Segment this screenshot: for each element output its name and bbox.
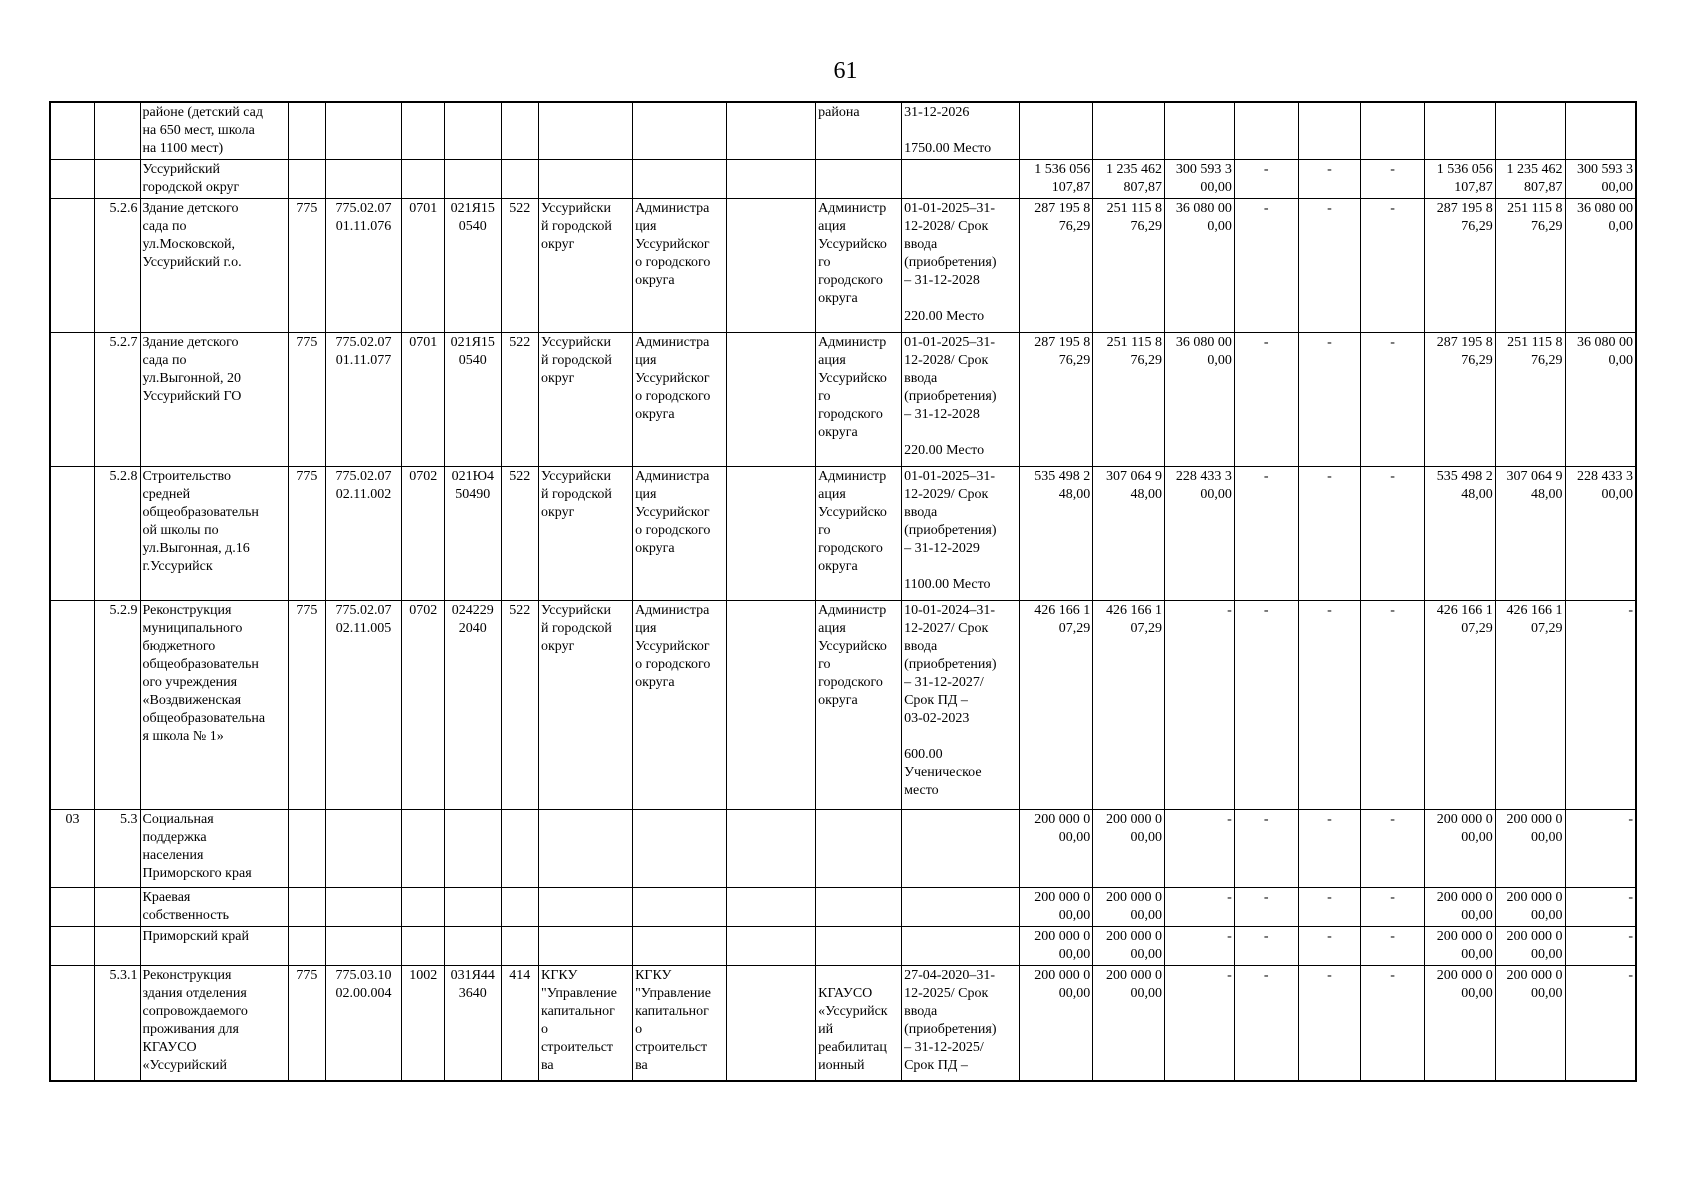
table-cell: -: [1234, 810, 1298, 888]
table-cell: [444, 888, 501, 927]
table-cell: [539, 888, 633, 927]
table-cell: [402, 888, 444, 927]
table-cell: 300 593 3 00,00: [1165, 160, 1235, 199]
table-cell: [1165, 102, 1235, 160]
table-cell: [1565, 102, 1636, 160]
table-cell: -: [1361, 927, 1425, 966]
table-cell: Здание детского сада по ул.Московской, Уссурийский г.о.: [140, 199, 289, 333]
table-cell: 200 000 0 00,00: [1093, 966, 1165, 1081]
table-cell: 228 433 3 00,00: [1565, 467, 1636, 601]
table-cell: [95, 888, 141, 927]
table-cell: Уссурийски й городской округ: [539, 601, 633, 810]
table-cell: 01-01-2025–31- 12-2028/ Срок ввода (приобретения) – 31-12-2028 220.00 Место: [902, 333, 1020, 467]
table-cell: [444, 102, 501, 160]
table-cell: -: [1565, 810, 1636, 888]
table-cell: [50, 102, 95, 160]
table-cell: 36 080 00 0,00: [1565, 333, 1636, 467]
table-cell: Администра ция Уссурийског о городского округа: [633, 333, 727, 467]
table-cell: КГКУ "Управление капитальног о строительст ва: [539, 966, 633, 1081]
table-cell: Социальная поддержка населения Приморского края: [140, 810, 289, 888]
table-cell: [50, 601, 95, 810]
table-cell: -: [1234, 333, 1298, 467]
table-cell: [402, 810, 444, 888]
table-cell: -: [1298, 601, 1361, 810]
table-cell: -: [1361, 160, 1425, 199]
table-cell: 200 000 0 00,00: [1424, 888, 1495, 927]
table-cell: 426 166 1 07,29: [1020, 601, 1093, 810]
table-cell: -: [1361, 333, 1425, 467]
table-cell: -: [1165, 601, 1235, 810]
table-cell: [727, 467, 816, 601]
table-cell: 775: [289, 601, 325, 810]
table-cell: [633, 927, 727, 966]
table-cell: 1 235 462 807,87: [1093, 160, 1165, 199]
table-cell: 0702: [402, 601, 444, 810]
table-cell: 775.02.07 02.11.002: [325, 467, 402, 601]
table-cell: [95, 160, 141, 199]
table-cell: [1361, 102, 1425, 160]
table-cell: 36 080 00 0,00: [1165, 199, 1235, 333]
table-cell: 200 000 0 00,00: [1495, 810, 1565, 888]
table-cell: [325, 888, 402, 927]
table-cell: Администр ация Уссурийско го городского округа: [816, 601, 902, 810]
table-cell: [50, 927, 95, 966]
table-cell: [539, 102, 633, 160]
table-cell: -: [1234, 966, 1298, 1081]
table-cell: 200 000 0 00,00: [1093, 927, 1165, 966]
table-cell: -: [1165, 966, 1235, 1081]
table-cell: 775: [289, 199, 325, 333]
table-cell: Уссурийски й городской округ: [539, 333, 633, 467]
table-cell: -: [1298, 199, 1361, 333]
table-cell: [95, 102, 141, 160]
table-cell: [50, 199, 95, 333]
table-cell: Администр ация Уссурийско го городского округа: [816, 333, 902, 467]
table-cell: [402, 102, 444, 160]
page-number: 61: [833, 58, 858, 84]
table-cell: 414: [501, 966, 538, 1081]
table-cell: [1424, 102, 1495, 160]
table-cell: -: [1234, 888, 1298, 927]
table-cell: [816, 927, 902, 966]
table-cell: Администра ция Уссурийског о городского округа: [633, 601, 727, 810]
table-cell: района: [816, 102, 902, 160]
table-cell: 200 000 0 00,00: [1424, 966, 1495, 1081]
table-cell: [402, 160, 444, 199]
table-row-item: [50, 199, 1636, 333]
table-cell: 200 000 0 00,00: [1495, 888, 1565, 927]
table-cell: Уссурийский городской округ: [140, 160, 289, 199]
table-cell: 200 000 0 00,00: [1424, 810, 1495, 888]
table-cell: -: [1234, 160, 1298, 199]
table-cell: [325, 160, 402, 199]
table-cell: -: [1361, 888, 1425, 927]
table-cell: 1 235 462 807,87: [1495, 160, 1565, 199]
table-cell: 031Я44 3640: [444, 966, 501, 1081]
table-cell: [289, 810, 325, 888]
table-row-item: [50, 467, 1636, 601]
table-cell: Администр ация Уссурийско го городского округа: [816, 199, 902, 333]
table-cell: 426 166 1 07,29: [1424, 601, 1495, 810]
table-cell: -: [1361, 199, 1425, 333]
table-cell: 36 080 00 0,00: [1565, 199, 1636, 333]
table-cell: [325, 102, 402, 160]
table-cell: КГКУ "Управление капитальног о строительст ва: [633, 966, 727, 1081]
table-cell: -: [1298, 927, 1361, 966]
table-cell: -: [1298, 333, 1361, 467]
table-cell: [816, 810, 902, 888]
table-cell: [902, 888, 1020, 927]
table-row-sub: [50, 888, 1636, 927]
table-cell: Уссурийски й городской округ: [539, 467, 633, 601]
table-cell: Администра ция Уссурийског о городского округа: [633, 467, 727, 601]
table-cell: 200 000 0 00,00: [1495, 927, 1565, 966]
table-cell: 228 433 3 00,00: [1165, 467, 1235, 601]
table-cell: [501, 160, 538, 199]
table-cell: -: [1234, 199, 1298, 333]
table-cell: [816, 888, 902, 927]
table-cell: [727, 160, 816, 199]
table-cell: 200 000 0 00,00: [1020, 966, 1093, 1081]
table-cell: -: [1234, 601, 1298, 810]
table-cell: Строительство средней общеобразовательн ой школы по ул.Выгонная, д.16 г.Уссурийск: [140, 467, 289, 601]
table-cell: Администра ция Уссурийског о городского округа: [633, 199, 727, 333]
table-cell: 426 166 1 07,29: [1495, 601, 1565, 810]
table-cell: -: [1565, 966, 1636, 1081]
table-cell: 0702: [402, 467, 444, 601]
table-cell: 251 115 8 76,29: [1495, 333, 1565, 467]
table-row-item: [50, 601, 1636, 810]
table-cell: -: [1298, 160, 1361, 199]
table-cell: Здание детского сада по ул.Выгонной, 20 Уссурийский ГО: [140, 333, 289, 467]
table-cell: 024229 2040: [444, 601, 501, 810]
table-cell: 775.02.07 01.11.076: [325, 199, 402, 333]
table-cell: -: [1234, 467, 1298, 601]
table-cell: 5.2.6: [95, 199, 141, 333]
table-cell: [727, 927, 816, 966]
table-cell: -: [1298, 467, 1361, 601]
table-cell: 775: [289, 333, 325, 467]
table-cell: -: [1565, 601, 1636, 810]
table-cell: [1093, 102, 1165, 160]
table-cell: -: [1298, 888, 1361, 927]
table-cell: -: [1565, 888, 1636, 927]
table-cell: [501, 888, 538, 927]
table-cell: 300 593 3 00,00: [1565, 160, 1636, 199]
table-cell: -: [1165, 810, 1235, 888]
table-cell: Уссурийски й городской округ: [539, 199, 633, 333]
table-cell: 775.02.07 01.11.077: [325, 333, 402, 467]
table-cell: [95, 927, 141, 966]
table-row-item: [50, 966, 1636, 1081]
table-cell: 200 000 0 00,00: [1020, 810, 1093, 888]
table-cell: [727, 199, 816, 333]
table-cell: 36 080 00 0,00: [1165, 333, 1235, 467]
table-cell: [1298, 102, 1361, 160]
table-cell: районе (детский сад на 650 мест, школа на 1100 мест): [140, 102, 289, 160]
table-cell: 522: [501, 333, 538, 467]
table-cell: 251 115 8 76,29: [1495, 199, 1565, 333]
table-cell: [1234, 102, 1298, 160]
table-cell: [633, 160, 727, 199]
table-cell: [539, 810, 633, 888]
table-cell: Реконструкция здания отделения сопровождаемого проживания для КГАУСО «Уссурийский: [140, 966, 289, 1081]
table-cell: 775: [289, 966, 325, 1081]
table-cell: [633, 102, 727, 160]
budget-table: [49, 101, 1637, 1082]
table-cell: [50, 160, 95, 199]
table-cell: 01-01-2025–31- 12-2029/ Срок ввода (приобретения) – 31-12-2029 1100.00 Место: [902, 467, 1020, 601]
table-cell: 200 000 0 00,00: [1020, 888, 1093, 927]
table-cell: 200 000 0 00,00: [1424, 927, 1495, 966]
table-cell: 5.3.1: [95, 966, 141, 1081]
table-cell: [727, 888, 816, 927]
table-cell: [444, 810, 501, 888]
table-cell: 0701: [402, 333, 444, 467]
table-cell: 522: [501, 601, 538, 810]
table-cell: 251 115 8 76,29: [1093, 333, 1165, 467]
table-cell: 5.2.9: [95, 601, 141, 810]
table-cell: [50, 888, 95, 927]
table-cell: 200 000 0 00,00: [1093, 810, 1165, 888]
table-cell: 27-04-2020–31- 12-2025/ Срок ввода (приобретения) – 31-12-2025/ Срок ПД –: [902, 966, 1020, 1081]
table-cell: [50, 333, 95, 467]
table-cell: [289, 927, 325, 966]
table-cell: -: [1165, 888, 1235, 927]
table-cell: [50, 467, 95, 601]
table-cell: -: [1234, 927, 1298, 966]
table-cell: [501, 810, 538, 888]
table-cell: 0701: [402, 199, 444, 333]
table-cell: -: [1361, 467, 1425, 601]
table-cell: [727, 966, 816, 1081]
table-cell: [633, 810, 727, 888]
table-cell: [501, 102, 538, 160]
table-cell: 287 195 8 76,29: [1020, 333, 1093, 467]
table-cell: [444, 160, 501, 199]
table-cell: [402, 927, 444, 966]
table-cell: [50, 966, 95, 1081]
table-row-item: [50, 333, 1636, 467]
table-cell: Краевая собственность: [140, 888, 289, 927]
table-cell: 426 166 1 07,29: [1093, 601, 1165, 810]
table-cell: -: [1361, 601, 1425, 810]
table-cell: 535 498 2 48,00: [1020, 467, 1093, 601]
table-row-sub: [50, 927, 1636, 966]
table-cell: 021Ю4 50490: [444, 467, 501, 601]
table-cell: 287 195 8 76,29: [1020, 199, 1093, 333]
table-cell: 287 195 8 76,29: [1424, 333, 1495, 467]
table-cell: -: [1361, 966, 1425, 1081]
table-cell: 200 000 0 00,00: [1093, 888, 1165, 927]
table-cell: 021Я15 0540: [444, 333, 501, 467]
table-cell: -: [1298, 966, 1361, 1081]
table-cell: [902, 810, 1020, 888]
table-cell: [1020, 102, 1093, 160]
table-cell: 775.03.10 02.00.004: [325, 966, 402, 1081]
table-cell: [902, 927, 1020, 966]
table-row-sub: [50, 160, 1636, 199]
table-cell: 10-01-2024–31- 12-2027/ Срок ввода (приобретения) – 31-12-2027/ Срок ПД – 03-02-2023 600.00 Ученическое место: [902, 601, 1020, 810]
table-cell: 31-12-2026 1750.00 Место: [902, 102, 1020, 160]
table-cell: 775.02.07 02.11.005: [325, 601, 402, 810]
table-cell: [289, 102, 325, 160]
table-cell: [539, 160, 633, 199]
table-cell: [727, 333, 816, 467]
table-cell: [727, 102, 816, 160]
table-cell: 775: [289, 467, 325, 601]
table-cell: 535 498 2 48,00: [1424, 467, 1495, 601]
table-cell: 1 536 056 107,87: [1424, 160, 1495, 199]
table-cell: 200 000 0 00,00: [1020, 927, 1093, 966]
table-row-section: [50, 810, 1636, 888]
table-row-cont: [50, 102, 1636, 160]
table-cell: [539, 927, 633, 966]
table-cell: -: [1565, 927, 1636, 966]
table-cell: Приморский край: [140, 927, 289, 966]
table-cell: 5.3: [95, 810, 141, 888]
table-cell: -: [1165, 927, 1235, 966]
table-cell: [1495, 102, 1565, 160]
table-cell: 251 115 8 76,29: [1093, 199, 1165, 333]
table-cell: [816, 160, 902, 199]
table-cell: 03: [50, 810, 95, 888]
table-cell: 1002: [402, 966, 444, 1081]
table-cell: [727, 810, 816, 888]
table-cell: 287 195 8 76,29: [1424, 199, 1495, 333]
table-cell: [325, 810, 402, 888]
table-cell: 021Я15 0540: [444, 199, 501, 333]
table-cell: 522: [501, 467, 538, 601]
table-cell: [289, 160, 325, 199]
table-cell: -: [1298, 810, 1361, 888]
table-cell: 307 064 9 48,00: [1495, 467, 1565, 601]
table-cell: Администр ация Уссурийско го городского округа: [816, 467, 902, 601]
table-cell: [501, 927, 538, 966]
table-cell: [727, 601, 816, 810]
table-cell: -: [1361, 810, 1425, 888]
table-cell: 1 536 056 107,87: [1020, 160, 1093, 199]
table-cell: 200 000 0 00,00: [1495, 966, 1565, 1081]
table-cell: 522: [501, 199, 538, 333]
table-cell: 5.2.8: [95, 467, 141, 601]
table-cell: Реконструкция муниципального бюджетного общеобразовательн ого учреждения «Воздвиженская общеобразовательна я школа № 1»: [140, 601, 289, 810]
table-cell: 307 064 9 48,00: [1093, 467, 1165, 601]
table-cell: КГАУСО «Уссурийск ий реабилитац ионный: [816, 966, 902, 1081]
table-cell: [289, 888, 325, 927]
table-cell: 5.2.7: [95, 333, 141, 467]
table-cell: [633, 888, 727, 927]
table-cell: [444, 927, 501, 966]
table-cell: 01-01-2025–31- 12-2028/ Срок ввода (приобретения) – 31-12-2028 220.00 Место: [902, 199, 1020, 333]
table-cell: [325, 927, 402, 966]
table-cell: [902, 160, 1020, 199]
